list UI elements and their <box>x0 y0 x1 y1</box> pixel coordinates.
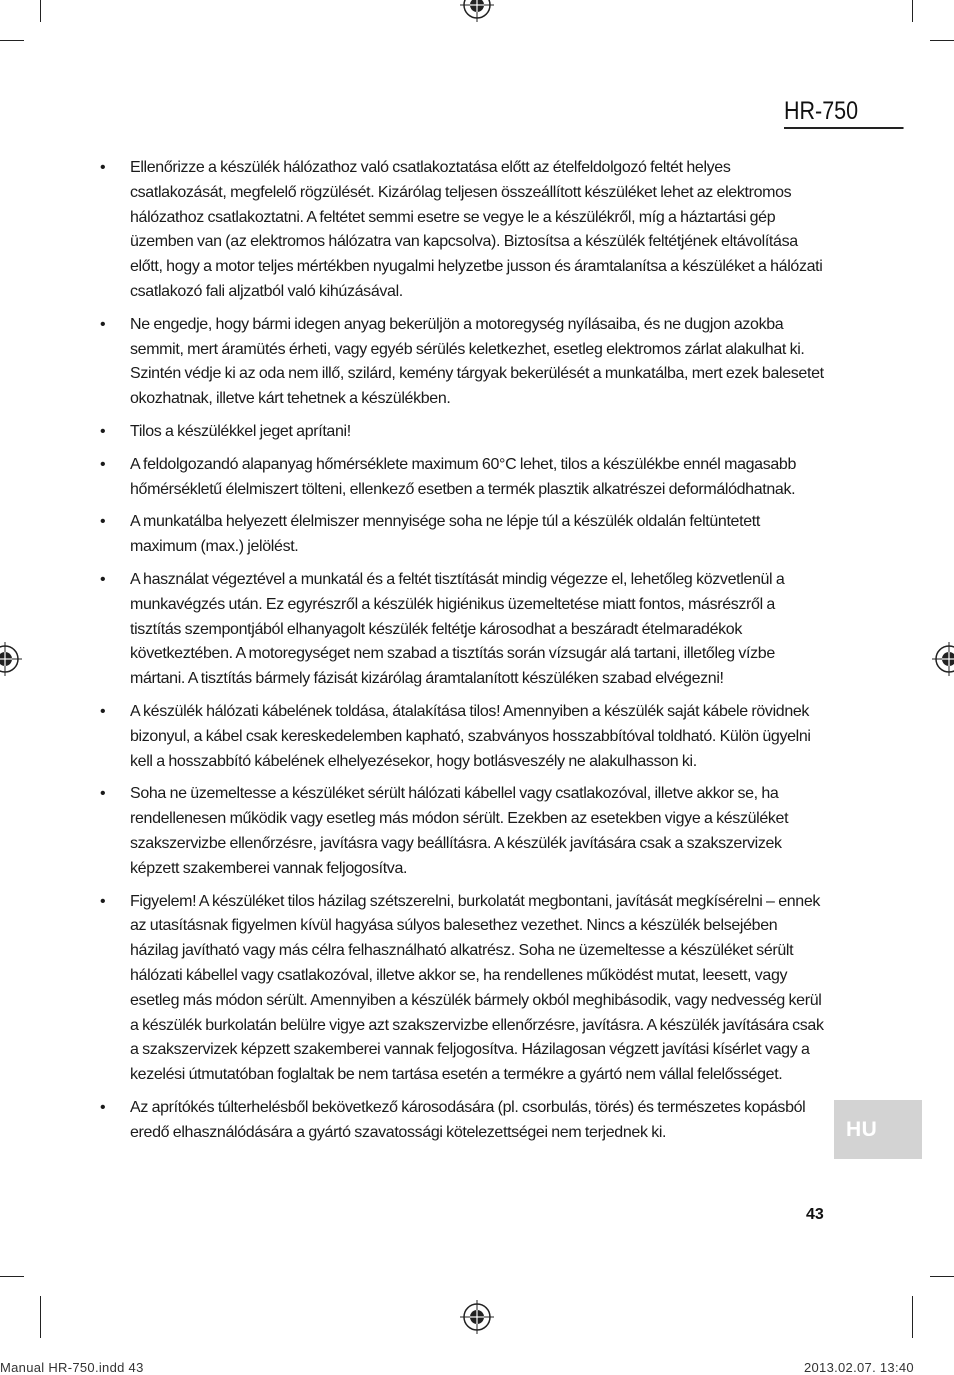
slug-file-name: Manual HR-750.indd 43 <box>0 1360 144 1375</box>
list-item <box>100 700 824 774</box>
list-item <box>100 782 824 881</box>
page-number: 43 <box>806 1206 824 1223</box>
list-item-text: A feldolgozandó alapanyag hőmérséklete maximum 60°C lehet, tilos a készülékbe ennél magasabb hőmérsékletű élelmiszert tölteni, ellenkező esetben a termék plasztik alkatrészei deformálódhatnak. <box>130 455 797 498</box>
slug-timestamp: 2013.02.07. 13:40 <box>804 1360 914 1375</box>
crop-mark-top-left-horizontal <box>0 40 24 41</box>
bullet: • <box>100 455 106 473</box>
list-item <box>100 420 824 445</box>
bullet: • <box>100 422 106 440</box>
list-item <box>100 510 824 560</box>
list-item-text: Az aprítókés túlterhelésből bekövetkező károsodására (pl. csorbulás, törés) és természetes kopásból eredő elhasználódására a gyártó szavatossági kötelezettségei nem terjednek ki. <box>130 1098 806 1141</box>
bullet: • <box>100 513 106 531</box>
crop-mark-bottom-right-horizontal <box>930 1276 954 1277</box>
list-item <box>100 313 824 412</box>
bullet: • <box>100 702 106 720</box>
registration-mark-left-icon <box>0 642 22 676</box>
list-item <box>100 890 824 1088</box>
list-item-text: Ne engedje, hogy bármi idegen anyag bekerüljön a motoregység nyílásaiba, és ne dugjon azokba semmit, mert áramütés érheti, vagy egyéb sérülés keletkezhet, esetleg elektromos zárlat alakulhat ki. Szintén védje ki az oda nem illő, szilárd, kemény tárgyak bekerülését a munkatálba, mert ezek balesetet okozhatnak, illetve kárt tehetnek a készülékben. <box>130 315 824 408</box>
bullet: • <box>100 892 106 910</box>
list-item-text: Figyelem! A készüléket tilos házilag szétszerelni, burkolatát megbontani, javítását megkísérelni – ennek az utasításnak figyelmen kívül hagyása súlyos balesethez vezethet. Nincs a készülék belsejében házilag javítható vagy más célra felhasználható alkatrész. Soha ne üzemeltesse a készüléket sérült hálózati kábellel vagy csatlakozóval, illetve akkor se, ha rendellenes működést mutat, leesett, vagy esetleg más módon sérült. Amennyiben a készülék bármely okból meghibásodik, vagy nedvesség kerül a készülék burkolatán belülre vigye azt szakszervizbe ellenőrzésre, javításra. A készülék javítására csak a szakszervizek képzett szakemberei vannak feljogosítva. Házilagosan végzett javítási kísérlet vagy a kezelési útmutatóban foglaltak be nem tartása esetén a termékre a gyártó nem vállal felelősséget. <box>130 892 824 1084</box>
bullet: • <box>100 785 106 803</box>
list-item-text: Ellenőrizze a készülék hálózathoz való csatlakoztatása előtt az ételfeldolgozó feltét helyes csatlakozását, megfelelő rögzülését. Kizárólag teljesen összeállított készüléket lehet az elektromos hálózathoz csatlakoztatni. A feltétet semmi esetre se vegye le a készülékről, míg a háztartási gép üzemben van (az elektromos hálózatra van kapcsolva). Biztosítsa a készülék feltétjének eltávolítása előtt, hogy a motor teljes mértékben nyugalmi helyzetbe jusson és áramtalanítsa a készüléket a hálózati csatlakozó fali aljzatból való kihúzásával. <box>130 159 823 300</box>
list-item-text: A használat végeztével a munkatál és a feltét tisztítását mindig végezze el, lehetőleg közvetlenül a munkavégzés után. Ez egyrészről a készülék higiénikus üzemeltetése miatt fontos, másrészről a tisztítás szempontjából elhanyagolt készülék feltétje károsodhat a beszáradt ételmaradékok következtében. A motoregységet nem szabad a tisztítás során vízsugár alá tartani, illetőleg vízbe mártani. A tisztítás bármely fázisát kizárólag áramtalanított készüléken szabad elvégezni! <box>130 570 785 688</box>
crop-mark-bottom-left-vertical <box>40 1296 41 1338</box>
crop-mark-bottom-left-horizontal <box>0 1276 24 1277</box>
language-tab <box>834 1100 922 1159</box>
bullet: • <box>100 1098 106 1116</box>
list-item-text: Tilos a készülékkel jeget aprítani! <box>130 422 351 440</box>
list-item <box>100 453 824 503</box>
model-title: HR-750 <box>784 96 904 129</box>
registration-mark-bottom-icon <box>460 1300 494 1334</box>
list-item <box>100 1096 824 1146</box>
bullet: • <box>100 159 106 176</box>
list-item-text: A munkatálba helyezett élelmiszer mennyisége soha ne lépje túl a készülék oldalán feltüntetett maximum (max.) jelölést. <box>130 513 760 556</box>
list-item-text: A készülék hálózati kábelének toldása, átalakítása tilos! Amennyiben a készülék saját kábele rövidnek bizonyul, a kábel csak kereskedelemben kapható, szabványos hosszabbítóval toldható. Külön ügyelni kell a hosszabbító kábelének elhelyezésekor, hogy botlásveszély ne alakulhasson ki. <box>130 702 811 770</box>
bullet: • <box>100 570 106 588</box>
list-item-text: Soha ne üzemeltesse a készüléket sérült hálózati kábellel vagy csatlakozóval, illetve akkor se, ha rendellenesen működik vagy esetleg más módon sérült. Ezekben az esetekben vigye a készüléket szakszervizbe ellenőrzésre, javításra vagy beállításra. A készülék javítására csak a szakszervizek képzett szakemberei vannak feljogosítva. <box>130 785 789 877</box>
crop-mark-top-right-horizontal <box>930 40 954 41</box>
list-item <box>100 156 824 305</box>
crop-mark-top-left-vertical <box>40 0 41 22</box>
registration-mark-top-icon <box>460 0 494 22</box>
safety-instructions-list <box>100 156 824 1153</box>
crop-mark-bottom-right-vertical <box>912 1296 913 1338</box>
bullet: • <box>100 315 106 333</box>
registration-mark-right-icon <box>932 642 954 676</box>
language-tab-label: HU <box>846 1118 878 1141</box>
crop-mark-top-right-vertical <box>912 0 913 22</box>
list-item <box>100 568 824 692</box>
